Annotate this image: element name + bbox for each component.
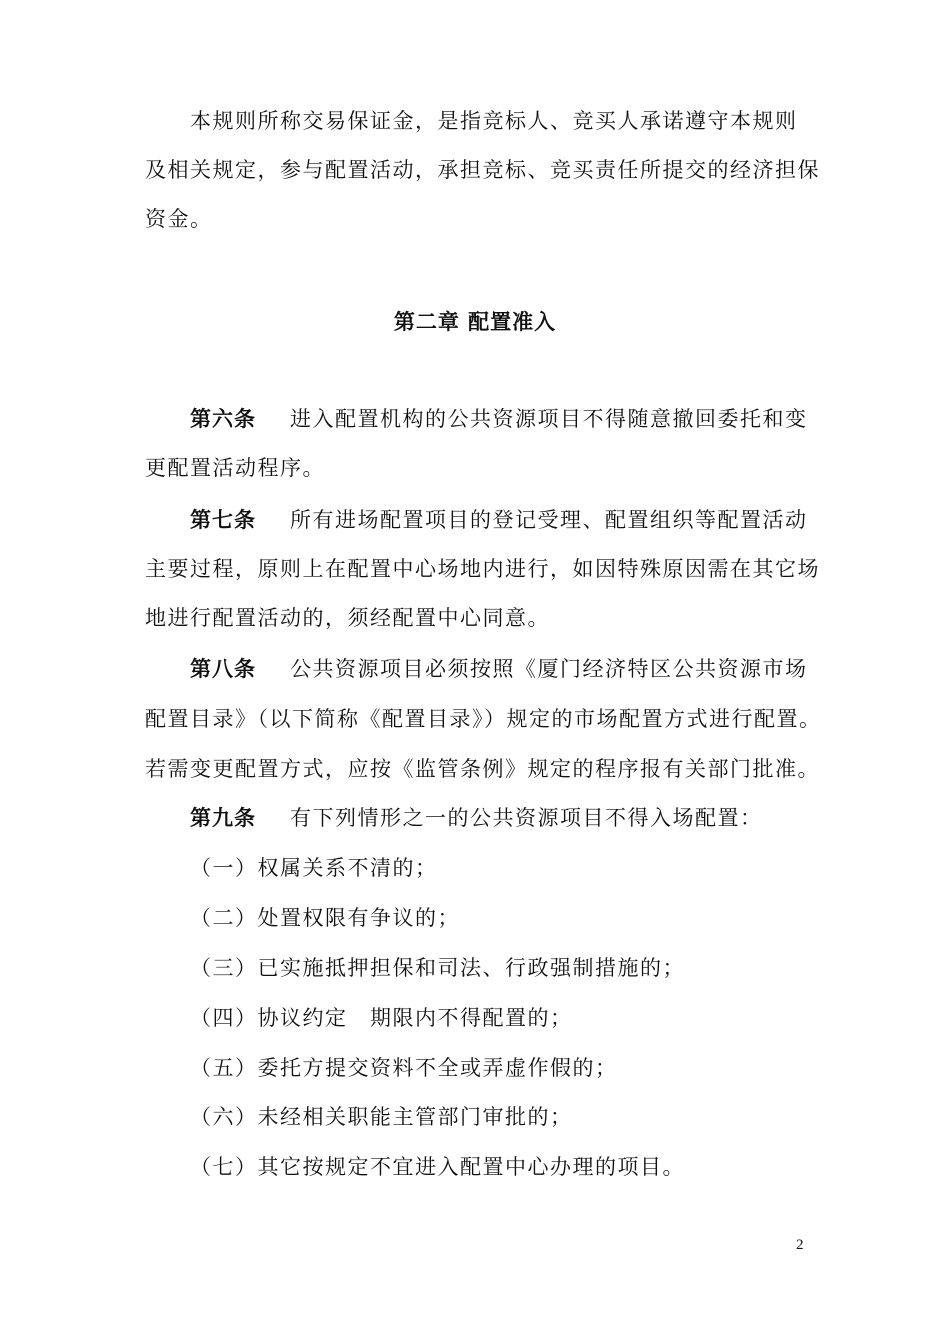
chapter-heading: 第二章 配置准入	[393, 310, 557, 334]
article-8-line-2: 配置目录》（以下简称《配置目录》）规定的市场配置方式进行配置。	[145, 707, 822, 731]
article-6-first-line	[190, 406, 808, 432]
list-item-6: （六）未经相关职能主管部门审批的；	[190, 1105, 573, 1129]
intro-line-2: 及相关规定，参与配置活动，承担竞标、竞买责任所提交的经济担保	[145, 158, 820, 182]
article-8-line-3: 若需变更配置方式，应按《监管条例》规定的程序报有关部门批准。	[145, 757, 820, 781]
article-7-label: 第七条	[190, 508, 256, 532]
article-7-first-line	[190, 507, 808, 533]
list-item-4: （四）协议约定 期限内不得配置的；	[190, 1006, 573, 1030]
article-9-label: 第九条	[190, 806, 256, 830]
article-8-first-line	[190, 656, 808, 682]
list-item-1: （一）权属关系不清的；	[190, 856, 438, 880]
article-7-text: 所有进场配置项目的登记受理、配置组织等配置活动	[290, 508, 808, 532]
list-item-5: （五）委托方提交资料不全或弄虚作假的；	[190, 1056, 618, 1080]
article-7-line-2: 主要过程，原则上在配置中心场地内进行，如因特殊原因需在其它场	[145, 557, 820, 581]
list-item-7: （七）其它按规定不宜进入配置中心办理的项目。	[190, 1155, 685, 1179]
page-number: 2	[796, 1237, 804, 1253]
article-6-text: 进入配置机构的公共资源项目不得随意撤回委托和变	[290, 407, 808, 431]
article-7-line-3: 地进行配置活动的，须经配置中心同意。	[145, 606, 550, 630]
list-item-3: （三）已实施抵押担保和司法、行政强制措施的；	[190, 956, 685, 980]
article-8-label: 第八条	[190, 657, 256, 681]
article-9-first-line	[190, 805, 763, 831]
article-6-label: 第六条	[190, 407, 256, 431]
intro-line-1: 本规则所称交易保证金，是指竞标人、竞买人承诺遵守本规则	[190, 109, 798, 133]
article-6-line-2: 更配置活动程序。	[145, 456, 325, 480]
list-item-2: （二）处置权限有争议的；	[190, 906, 460, 930]
intro-line-3: 资金。	[145, 207, 213, 231]
article-8-text: 公共资源项目必须按照《厦门经济特区公共资源市场	[290, 657, 808, 681]
article-9-text: 有下列情形之一的公共资源项目不得入场配置：	[290, 806, 763, 830]
